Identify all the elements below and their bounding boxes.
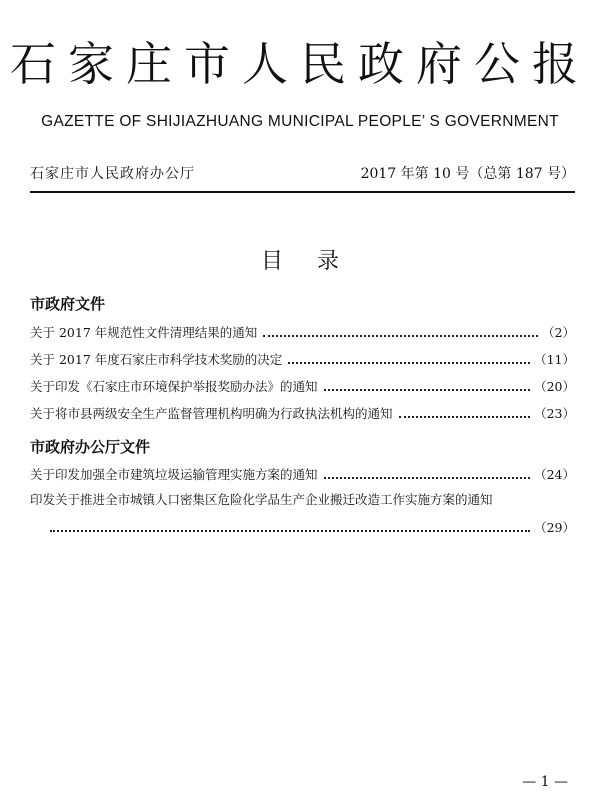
- dot-leader: [324, 477, 531, 479]
- toc-entry[interactable]: [30, 348, 575, 368]
- toc-entry-page: （2）: [542, 325, 575, 340]
- issue-number: 2017 年第 10 号（总第 187 号）: [360, 166, 575, 182]
- header-divider: [30, 191, 575, 193]
- toc-entry-title: 关于将市县两级安全生产监督管理机构明确为行政执法机构的通知: [30, 406, 393, 421]
- toc-entry[interactable]: [30, 463, 575, 483]
- toc-entry-title: 印发关于推进全市城镇人口密集区危险化学品生产企业搬迁改造工作实施方案的通知: [30, 492, 493, 507]
- dot-leader: [324, 389, 531, 391]
- dot-leader: [50, 530, 530, 532]
- dot-leader: [399, 416, 531, 418]
- issue-info-row: [30, 163, 575, 187]
- toc-entry[interactable]: [30, 490, 575, 536]
- toc-entry-page: （29）: [534, 520, 575, 535]
- dot-leader: [263, 335, 538, 337]
- toc-title: 目录: [260, 249, 373, 274]
- toc-entry[interactable]: [30, 321, 575, 341]
- publisher-name: 石家庄市人民政府办公厅: [30, 166, 195, 182]
- masthead-title-cn: 石家庄市人民政府公报: [10, 37, 590, 91]
- toc-entry-page: （11）: [534, 352, 575, 367]
- toc-entry-leader-row: [30, 516, 575, 536]
- dot-leader: [288, 362, 530, 364]
- toc-entry-title: 关于 2017 年规范性文件清理结果的通知: [30, 325, 258, 340]
- toc-entry-title: 关于印发《石家庄市环境保护举报奖励办法》的通知: [30, 379, 318, 394]
- toc-entry-page: （23）: [534, 406, 575, 421]
- toc-entry-page: （24）: [534, 467, 575, 482]
- masthead-title-en: GAZETTE OF SHIJIAZHUANG MUNICIPAL PEOPLE’ S GOVERNMENT: [41, 113, 559, 130]
- toc-entry-title: 关于 2017 年度石家庄市科学技术奖励的决定: [30, 352, 283, 367]
- toc-entry-title: 关于印发加强全市建筑垃圾运输管理实施方案的通知: [30, 467, 318, 482]
- toc-entry[interactable]: [30, 375, 575, 395]
- section-heading-general-office: 市政府办公厅文件: [30, 438, 151, 456]
- toc-entry-page: （20）: [534, 379, 575, 394]
- toc-entry[interactable]: [30, 402, 575, 422]
- section-heading-municipal-government: 市政府文件: [30, 295, 106, 313]
- page-number: — 1 —: [522, 774, 568, 790]
